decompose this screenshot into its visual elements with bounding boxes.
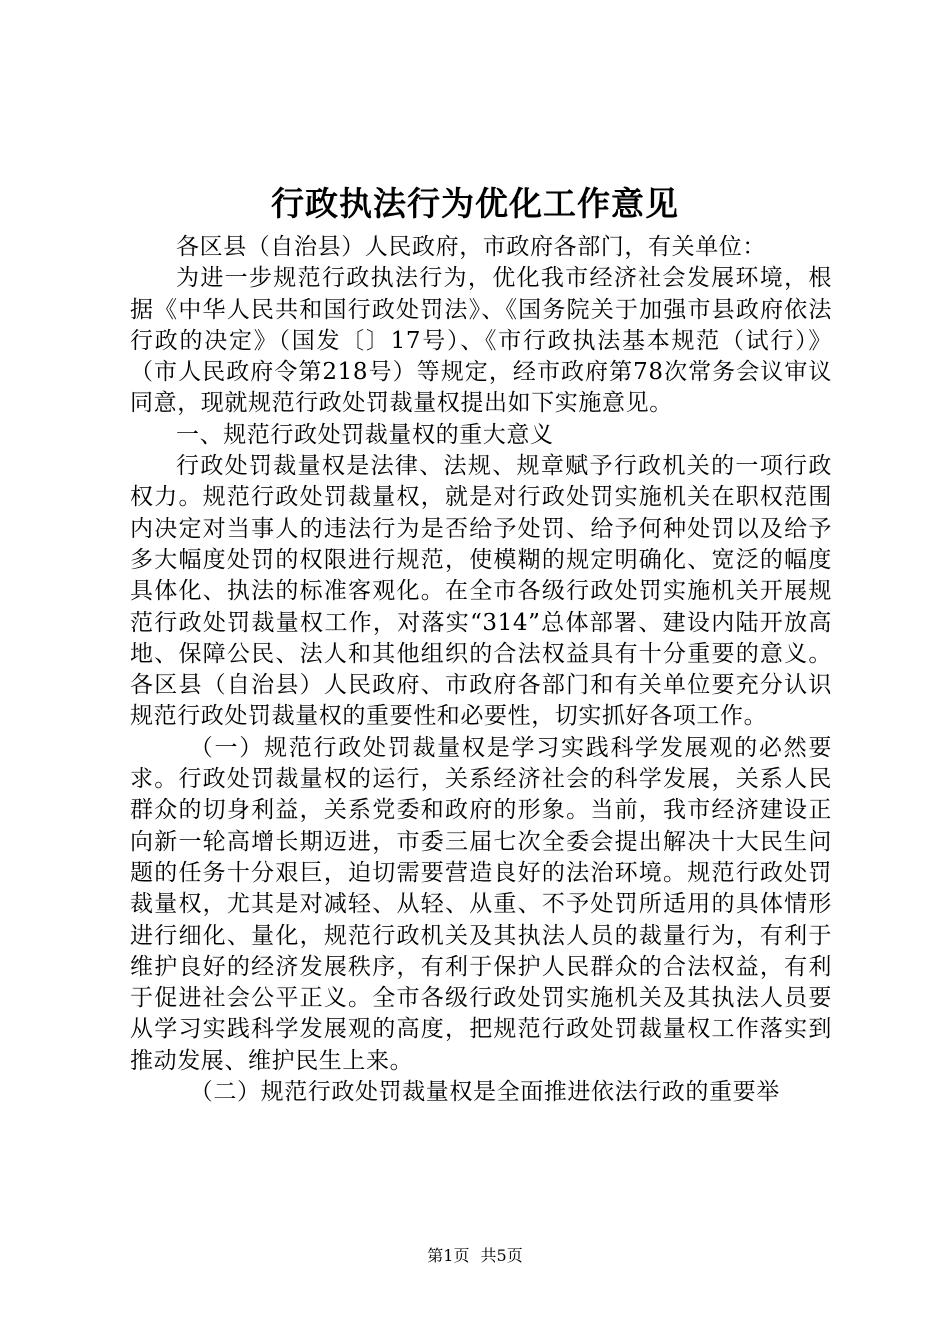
page-footer (0, 1245, 950, 1267)
subsection-paragraph: （一）规范行政处罚裁量权是学习实践科学发展观的必然要求。行政处罚裁量权的运行，关系经济社会的科学发展，关系人民群众的切身利益，关系党委和政府的形象。当前，我市经济建设正向新一轮高增长期迈进，市委三届七次全委会提出解决十大民生问题的任务十分艰巨，迫切需要营造良好的法治环境。规范行政处罚裁量权，尤其是对减轻、从轻、从重、不予处罚所适用的具体情形进行细化、量化，规范行政机关及其执法人员的裁量行为，有利于维护良好的经济发展秩序，有利于保护人民群众的合法权益，有利于促进社会公平正义。全市各级行政处罚实施机关及其执法人员要从学习实践科学发展观的高度，把规范行政处罚裁量权工作落实到推动发展、维护民生上来。 (130, 734, 832, 1074)
body-paragraph: 行政处罚裁量权是法律、法规、规章赋予行政机关的一项行政权力。规范行政处罚裁量权，就是对行政处罚实施机关在职权范围内决定对当事人的违法行为是否给予处罚、给予何种处罚以及给予多大幅度处罚的权限进行规范，使模糊的规定明确化、宽泛的幅度具体化、执法的标准客观化。在全市各级行政处罚实施机关开展规范行政处罚裁量权工作，对落实“314”总体部署、建设内陆开放高地、保障公民、法人和其他组织的合法权益具有十分重要的意义。各区县（自治县）人民政府、市政府各部门和有关单位要充分认识规范行政处罚裁量权的重要性和必要性，切实抓好各项工作。 (130, 453, 832, 730)
document-title: 行政执法行为优化工作意见 (271, 184, 679, 223)
salutation-paragraph: 各区县（自治县）人民政府，市政府各部门，有关单位： (176, 234, 766, 260)
page-number: 第1页 (427, 1246, 470, 1265)
section-heading: 一、规范行政处罚裁量权的重大意义 (176, 421, 554, 448)
page-total: 共5页 (480, 1246, 523, 1265)
intro-paragraph: 为进一步规范行政执法行为，优化我市经济社会发展环境，根据《中华人民共和国行政处罚法》、《国务院关于加强市县政府依法行政的决定》（国发〔〕17号）、《市行政执法基本规范（试行）》（市人民政府令第218号）等规定，经市政府第78次常务会议审议同意，现就规范行政处罚裁量权提出如下实施意见。 (130, 265, 832, 417)
subsection-paragraph: （二）规范行政处罚裁量权是全面推进依法行政的重要举 (189, 1079, 780, 1106)
document-body (130, 232, 832, 1108)
